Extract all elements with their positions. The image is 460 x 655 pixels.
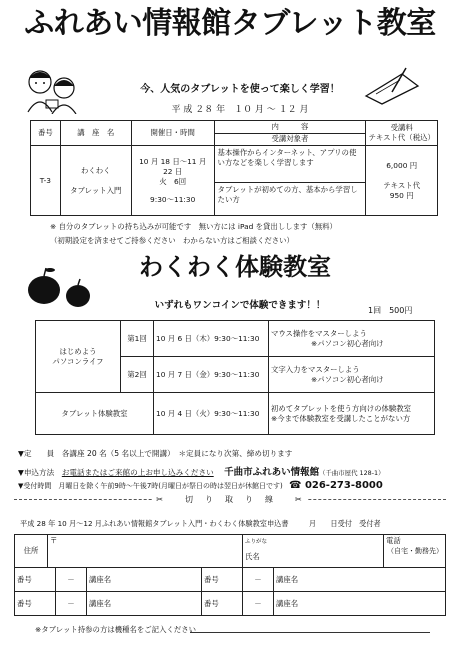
capacity-info: ▼定 員 各講座 20 名（5 名以上で開講） ＊定員になり次第、締め切ります — [18, 449, 293, 458]
row-name: わくわく タブレット入門 — [60, 146, 131, 216]
course-field[interactable]: 講座名 — [87, 592, 202, 616]
footnote: ※タブレット持参の方は機種名をご記入ください — [35, 625, 197, 634]
table-row — [36, 393, 435, 435]
number-field[interactable]: － — [243, 592, 274, 616]
number-label: 番号 — [15, 592, 56, 616]
note-ipad: ※ 自分のタブレットの持ち込みが可能です 無い方には iPad を貸出しします（無料） — [50, 222, 337, 231]
round-content: マウス操作をマスターしよう ※パソコン初心者向け — [269, 321, 435, 357]
table-row — [31, 146, 438, 216]
note-setup: （初期設定を済ませてご持参ください わからない方はご相談ください） — [50, 236, 294, 245]
table-row — [36, 321, 435, 357]
trial-table — [35, 320, 435, 435]
number-field[interactable]: － — [56, 568, 87, 592]
cut-label: ✂ 切 り 取 り 線 ✂ — [14, 494, 446, 505]
name-field[interactable]: ふりがな 氏名 — [243, 535, 384, 568]
round-date: 10 月 6 日（木）9:30～11:30 — [154, 321, 269, 357]
round-content: 文字入力をマスターしよう ※パソコン初心者向け — [269, 357, 435, 393]
subtitle: 今、人気のタブレットを使って楽しく学習！ — [140, 84, 340, 95]
model-name-line[interactable] — [190, 632, 430, 633]
apply-info: ▼申込方法 お電話またはご来館の上お申し込みください 千曲市ふれあい情報館（千曲市屋代 128-1） — [18, 467, 385, 478]
apple-icon — [20, 262, 100, 312]
section-price: 1回 500円 — [368, 306, 413, 315]
number-label: 番号 — [202, 568, 243, 592]
application-form — [14, 534, 446, 616]
children-illustration-icon — [20, 62, 80, 114]
row-date: 10 月 18 日～11 月 22 日 火 6回 9:30～11:30 — [131, 146, 214, 216]
col-content: 内 容 受講対象者 — [214, 121, 366, 146]
address-field[interactable]: 〒 — [48, 535, 243, 568]
number-field[interactable]: － — [243, 568, 274, 592]
round-date: 10 月 7 日（金）9:30～11:30 — [154, 357, 269, 393]
phone-field[interactable]: 電話 （自宅・勤務先） — [384, 535, 446, 568]
course2-date: 10 月 4 日（火）9:30～11:30 — [154, 393, 269, 435]
course-table — [30, 120, 438, 216]
row-content: 基本操作からインターネット、アプリの使い方などを楽しく学習します タブレットが初めての方、基本から学習したい方 — [214, 146, 366, 216]
number-label: 番号 — [15, 568, 56, 592]
page-title: ふれあい情報館タブレット教室 — [24, 6, 436, 41]
course2-name: タブレット体験教室 — [36, 393, 154, 435]
row-number: T-3 — [31, 146, 61, 216]
course-field[interactable]: 講座名 — [274, 568, 446, 592]
form-header: 平成 28 年 10 月～12 月ふれあい情報館タブレット入門・わくわく体験教室申込書 月 日受付 受付者 — [20, 519, 381, 528]
course-field[interactable]: 講座名 — [87, 568, 202, 592]
hours-info: ▼受付時間 月曜日を除く午前9時～午後7時(月曜日が祭日の時は翌日が休館日です) ☎ 026-273-8000 — [18, 480, 383, 491]
col-name: 講 座 名 — [60, 121, 131, 146]
table-row — [15, 568, 446, 616]
address-label: 住所 — [15, 535, 48, 568]
section-title: わくわく体験教室 — [139, 253, 331, 281]
col-fee: 受講料 テキスト代（税込） — [366, 121, 438, 146]
number-label: 番号 — [202, 592, 243, 616]
col-date: 開催日・時間 — [131, 121, 214, 146]
period: 平 成 ２８ 年 １０ 月 ～ １２ 月 — [171, 105, 309, 115]
col-number: 番号 — [31, 121, 61, 146]
course1-name: はじめよう パソコンライフ — [36, 321, 121, 393]
table-row — [15, 535, 446, 568]
round-label: 第2回 — [121, 357, 154, 393]
course2-content: 初めてタブレットを使う方向けの体験教室 ※今まで体験教室を受講したことがない方 — [269, 393, 435, 435]
number-field[interactable]: － — [56, 592, 87, 616]
row-fee: 6,000 円 テキスト代 950 円 — [366, 146, 438, 216]
round-label: 第1回 — [121, 321, 154, 357]
course-field[interactable]: 講座名 — [276, 598, 299, 608]
section-subtitle: いずれもワンコインで体験できます！！ — [154, 300, 326, 311]
